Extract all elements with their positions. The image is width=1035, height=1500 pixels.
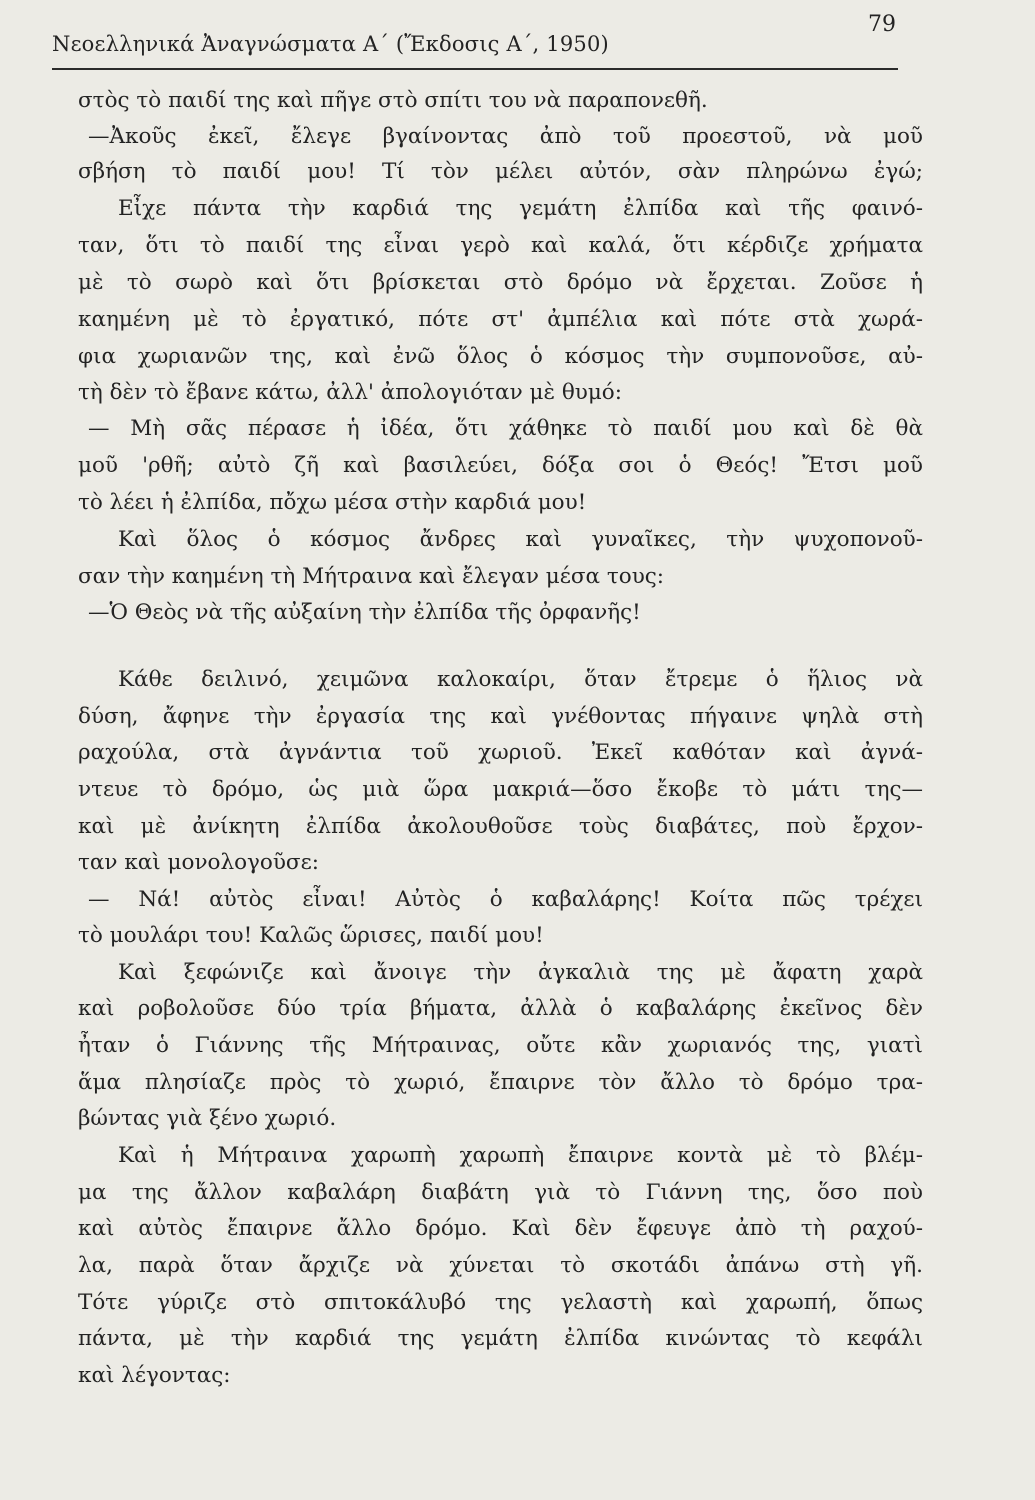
- text-line: — Νά! αὐτὸς εἶναι! Αὐτὸς ὁ καβαλάρης! Κοίτα πῶς τρέχει: [88, 887, 923, 912]
- text-line: σβήση τὸ παιδί μου! Τί τὸν μέλει αὐτόν, σὰν πληρώνω ἐγώ;: [78, 159, 923, 184]
- text-line: ραχούλα, στὰ ἀγνάντια τοῦ χωριοῦ. Ἐκεῖ καθόταν καὶ ἀγνά-: [78, 740, 923, 765]
- text-line: Τότε γύριζε στὸ σπιτοκάλυβό της γελαστὴ καὶ χαρωπή, ὅπως: [78, 1290, 923, 1315]
- text-line: — Μὴ σᾶς πέρασε ἡ ἰδέα, ὅτι χάθηκε τὸ παιδί μου καὶ δὲ θὰ: [88, 416, 923, 441]
- text-line: Καὶ ἡ Μήτραινα χαρωπὴ χαρωπὴ ἔπαιρνε κοντὰ μὲ τὸ βλέμ-: [118, 1143, 923, 1168]
- text-line: μὲ τὸ σωρὸ καὶ ὅτι βρίσκεται στὸ δρόμο νὰ ἔρχεται. Ζοῦσε ἡ: [78, 270, 923, 295]
- text-line: καὶ ροβολοῦσε δύο τρία βήματα, ἀλλὰ ὁ καβαλάρης ἐκεῖνος δὲν: [78, 996, 923, 1021]
- text-line: τὸ μουλάρι του! Καλῶς ὥρισες, παιδί μου!: [78, 923, 544, 948]
- text-line: καὶ αὐτὸς ἔπαιρνε ἄλλο δρόμο. Καὶ δὲν ἔφευγε ἀπὸ τὴ ραχού-: [78, 1216, 923, 1241]
- text-line: καὶ λέγοντας:: [78, 1363, 231, 1388]
- text-line: τὸ λέει ἡ ἐλπίδα, πὄχω μέσα στὴν καρδιά μου!: [78, 490, 587, 515]
- text-line: ἅμα πλησίαζε πρὸς τὸ χωριό, ἔπαιρνε τὸν ἄλλο τὸ δρόμο τρα-: [78, 1070, 923, 1095]
- text-line: καημένη μὲ τὸ ἐργατικό, πότε στ' ἀμπέλια καὶ πότε στὰ χωρά-: [78, 307, 923, 332]
- text-line: δύση, ἄφηνε τὴν ἐργασία της καὶ γνέθοντας πήγαινε ψηλὰ στὴ: [78, 704, 923, 729]
- text-line: Κάθε δειλινό, χειμῶνα καλοκαίρι, ὅταν ἔτρεμε ὁ ἥλιος νὰ: [118, 667, 923, 692]
- text-line: φια χωριανῶν της, καὶ ἐνῶ ὅλος ὁ κόσμος τὴν συμπονοῦσε, αὐ-: [78, 344, 923, 369]
- text-line: λα, παρὰ ὅταν ἄρχιζε νὰ χύνεται τὸ σκοτάδι ἀπάνω στὴ γῆ.: [78, 1253, 923, 1278]
- page-header: [52, 8, 898, 70]
- text-line: ἦταν ὁ Γιάννης τῆς Μήτραινας, οὔτε κἂν χωριανός της, γιατὶ: [78, 1033, 923, 1058]
- text-line: στὸς τὸ παιδί της καὶ πῆγε στὸ σπίτι του νὰ παραπονεθῆ.: [78, 88, 708, 113]
- text-line: —Ὁ Θεὸς νὰ τῆς αὐξαίνη τὴν ἐλπίδα τῆς ὀρφανῆς!: [88, 600, 641, 625]
- text-line: Καὶ ξεφώνιζε καὶ ἄνοιγε τὴν ἀγκαλιὰ της μὲ ἄφατη χαρὰ: [118, 960, 923, 985]
- text-line: σαν τὴν καημένη τὴ Μήτραινα καὶ ἔλεγαν μέσα τους:: [78, 564, 665, 589]
- text-line: —Ἀκοῦς ἐκεῖ, ἔλεγε βγαίνοντας ἀπὸ τοῦ προεστοῦ, νὰ μοῦ: [88, 124, 923, 149]
- text-line: πάντα, μὲ τὴν καρδιά της γεμάτη ἐλπίδα κινώντας τὸ κεφάλι: [78, 1326, 923, 1351]
- text-line: Καὶ ὅλος ὁ κόσμος ἄνδρες καὶ γυναῖκες, τὴν ψυχοπονοῦ-: [118, 527, 923, 552]
- text-line: μα της ἄλλον καβαλάρη διαβάτη γιὰ τὸ Γιάννη της, ὅσο ποὺ: [78, 1180, 923, 1205]
- text-line: βώντας γιὰ ξένο χωριό.: [78, 1106, 337, 1131]
- running-title: Νεοελληνικά Ἀναγνώσματα Α΄ (Ἔκδοσις Α΄, 1950): [52, 32, 609, 56]
- text-line: ταν καὶ μονολογοῦσε:: [78, 850, 319, 875]
- text-line: καὶ μὲ ἀνίκητη ἐλπίδα ἀκολουθοῦσε τοὺς διαβάτες, ποὺ ἔρχον-: [78, 814, 923, 839]
- page-number: 79: [868, 12, 896, 37]
- text-line: μοῦ 'ρθῆ; αὐτὸ ζῆ καὶ βασιλεύει, δόξα σοι ὁ Θεός! Ἔτσι μοῦ: [78, 453, 923, 478]
- text-line: Εἶχε πάντα τὴν καρδιά της γεμάτη ἐλπίδα καὶ τῆς φαινό-: [118, 196, 923, 221]
- text-line: τὴ δὲν τὸ ἔβανε κάτω, ἀλλ' ἀπολογιόταν μὲ θυμό:: [78, 380, 622, 405]
- text-line: ταν, ὅτι τὸ παιδί της εἶναι γερὸ καὶ καλά, ὅτι κέρδιζε χρήματα: [78, 233, 923, 258]
- text-line: ντευε τὸ δρόμο, ὡς μιὰ ὥρα μακριά—ὅσο ἔκοβε τὸ μάτι της—: [78, 777, 923, 802]
